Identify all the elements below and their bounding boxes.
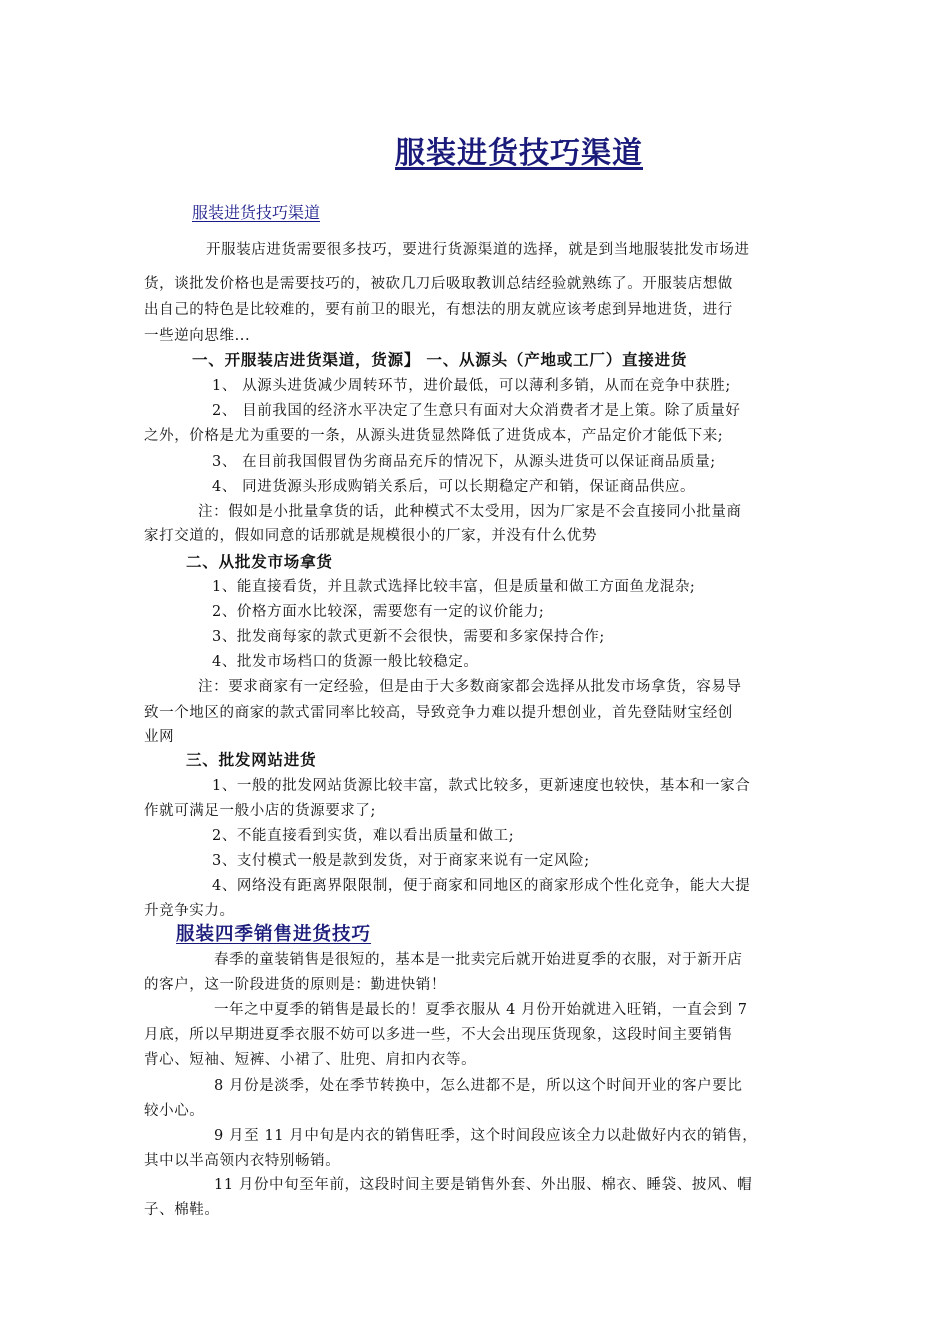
article-link[interactable]: 服装进货技巧渠道	[192, 203, 321, 222]
text-line: 开服装店进货需要很多技巧，要进行货源渠道的选择，就是到当地服装批发市场进	[206, 242, 750, 258]
section-heading: 二、从批发市场拿货	[186, 552, 333, 571]
text-line: 9 月至 11 月中旬是内衣的销售旺季，这个时间段应该全力以赴做好内衣的销售，	[214, 1128, 758, 1144]
text-line: 升竞争实力。	[144, 903, 235, 919]
text-line: 一些逆向思维...	[144, 328, 251, 344]
text-line: 8 月份是淡季，处在季节转换中，怎么进都不是，所以这个时间开业的客户要比	[214, 1078, 743, 1094]
text-line: 较小心。	[144, 1103, 205, 1119]
text-line: 2、不能直接看到实货，难以看出质量和做工;	[212, 828, 515, 844]
text-line: 3、批发商每家的款式更新不会很快，需要和多家保持合作;	[212, 629, 605, 645]
text-line: 4、网络没有距离界限限制，便于商家和同地区的商家形成个性化竞争，能大大提	[212, 878, 751, 894]
section-heading: 一、开服装店进货渠道，货源】 一、从源头（产地或工厂）直接进货	[192, 350, 688, 369]
text-line: 作就可满足一般小店的货源要求了;	[144, 803, 376, 819]
text-line: 2、价格方面水比较深，需要您有一定的议价能力;	[212, 604, 545, 620]
text-line: 子、棉鞋。	[144, 1202, 220, 1218]
text-line: 3、支付模式一般是款到发货，对于商家来说有一定风险;	[212, 853, 590, 869]
text-line: 月底，所以早期进夏季衣服不妨可以多进一些，不大会出现压货现象，这段时间主要销售	[144, 1027, 733, 1043]
text-line: 背心、短袖、短裤、小裙了、肚兜、肩扣内衣等。	[144, 1052, 477, 1068]
section-heading: 三、批发网站进货	[186, 750, 317, 769]
text-line: 一年之中夏季的销售是最长的！夏季衣服从 4 月份开始就进入旺销，一直会到 7	[214, 1002, 748, 1018]
text-line: 致一个地区的商家的款式雷同率比较高，导致竞争力难以提升想创业，首先登陆财宝经创	[144, 705, 733, 721]
text-line: 1、能直接看货，并且款式选择比较丰富，但是质量和做工方面鱼龙混杂;	[212, 579, 696, 595]
text-line: 11 月份中旬至年前，这段时间主要是销售外套、外出服、棉衣、睡袋、披风、帽	[214, 1177, 753, 1193]
text-line: 其中以半高领内衣特别畅销。	[144, 1153, 341, 1169]
text-line: 4、 同进货源头形成购销关系后，可以长期稳定产和销，保证商品供应。	[212, 479, 696, 495]
text-line: 家打交道的，假如同意的话那就是规模很小的厂家，并没有什么优势	[144, 528, 597, 544]
text-line: 4、批发市场档口的货源一般比较稳定。	[212, 654, 479, 670]
text-line: 注：假如是小批量拿货的话，此种模式不太受用，因为厂家是不会直接同小批量商	[198, 504, 742, 520]
text-line: 业网	[144, 729, 175, 745]
text-line: 出自己的特色是比较难的，要有前卫的眼光，有想法的朋友就应该考虑到异地进货，进行	[144, 302, 733, 318]
text-line: 1、 从源头进货减少周转环节，进价最低，可以薄利多销，从而在竞争中获胜;	[212, 378, 731, 394]
text-line: 货，谈批发价格也是需要技巧的，被砍几刀后吸取教训总结经验就熟练了。开服装店想做	[144, 276, 733, 292]
page-title: 服装进货技巧渠道	[395, 136, 643, 171]
text-line: 的客户，这一阶段进货的原则是：勤进快销！	[144, 977, 446, 993]
section-title-seasonal[interactable]: 服装四季销售进货技巧	[176, 924, 372, 945]
text-line: 2、 目前我国的经济水平决定了生意只有面对大众消费者才是上策。除了质量好	[212, 403, 741, 419]
text-line: 1、一般的批发网站货源比较丰富，款式比较多，更新速度也较快，基本和一家合	[212, 778, 751, 794]
text-line: 春季的童装销售是很短的，基本是一批卖完后就开始进夏季的衣服，对于新开店	[214, 952, 743, 968]
text-line: 3、 在目前我国假冒伪劣商品充斥的情况下，从源头进货可以保证商品质量;	[212, 454, 716, 470]
text-line: 之外，价格是尤为重要的一条，从源头进货显然降低了进货成本，产品定价才能低下来;	[144, 428, 724, 444]
text-line: 注：要求商家有一定经验，但是由于大多数商家都会选择从批发市场拿货，容易导	[198, 679, 742, 695]
